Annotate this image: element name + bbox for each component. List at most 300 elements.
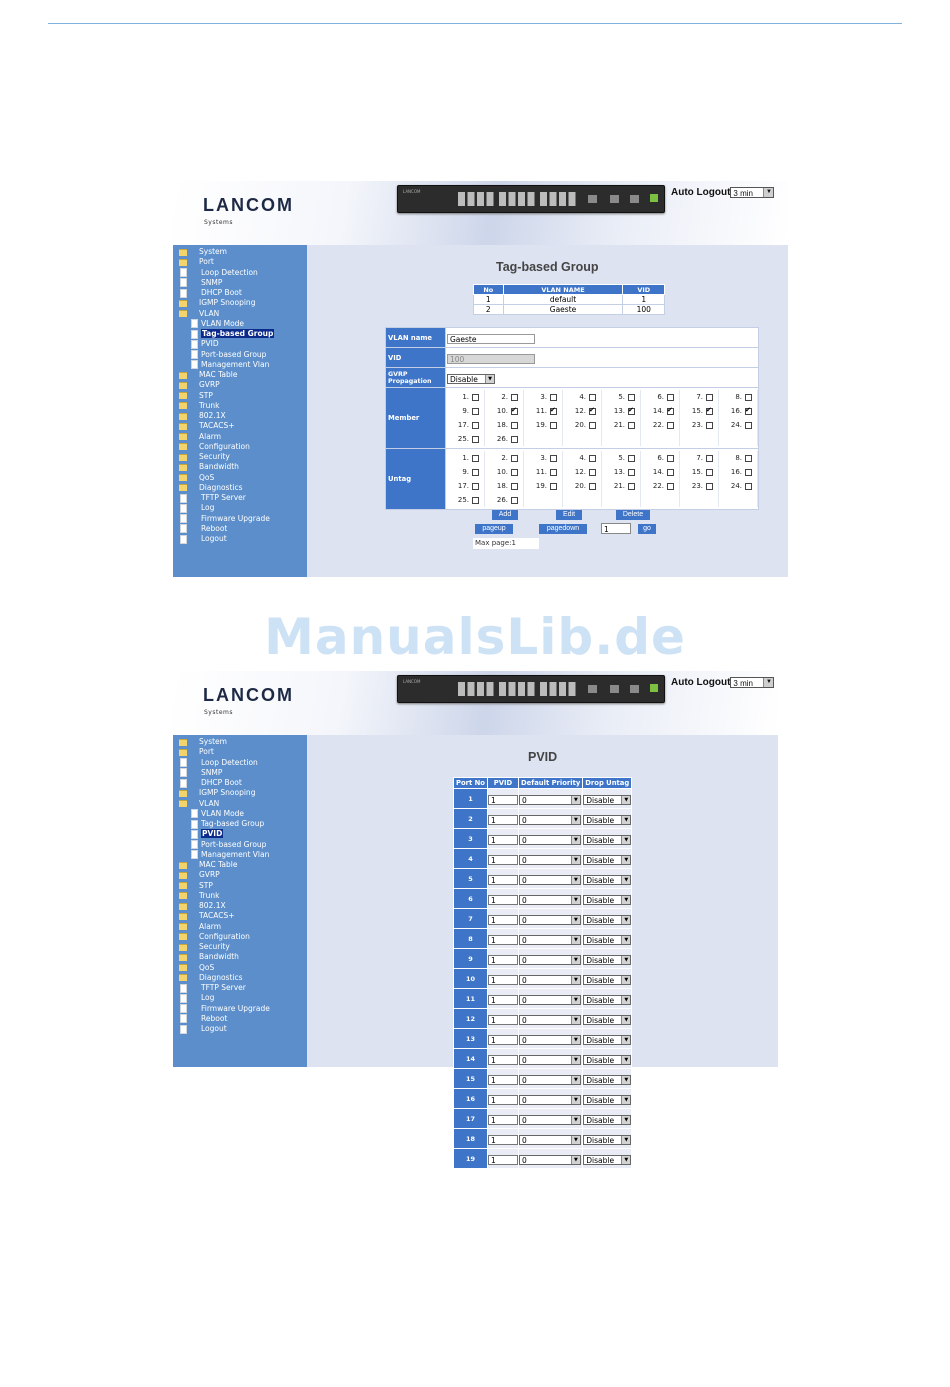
sidebar-item-alarm[interactable] <box>179 432 274 442</box>
port-bank-icon <box>499 682 537 696</box>
sidebar-item-tacacs[interactable] <box>179 911 270 921</box>
vlan-table-header: No <box>474 285 504 295</box>
drop-untag-select[interactable] <box>583 1135 631 1145</box>
sidebar-item-port[interactable] <box>179 747 270 757</box>
folder-icon <box>179 892 187 899</box>
page-icon <box>191 830 198 839</box>
drop-untag-cell <box>583 869 632 889</box>
sidebar <box>173 245 307 577</box>
drop-untag-select[interactable] <box>583 1095 631 1105</box>
table-cell: 1 <box>623 295 665 305</box>
untag-checkbox[interactable] <box>706 483 713 490</box>
sidebar-item-vlan-mode[interactable] <box>179 319 274 329</box>
sidebar-item-snmp[interactable] <box>179 768 270 778</box>
drop-untag-select[interactable] <box>583 935 631 945</box>
chevron-down-icon: ▼ <box>571 996 580 1004</box>
sidebar-item-security[interactable] <box>179 452 274 462</box>
default-priority-select[interactable] <box>519 995 581 1005</box>
table-row[interactable] <box>474 305 665 315</box>
pvid-table-header: Port No <box>454 778 488 789</box>
pvid-cell <box>487 869 518 889</box>
port-cell <box>563 493 602 507</box>
drop-untag-select[interactable] <box>583 855 631 865</box>
member-checkbox[interactable] <box>472 436 479 443</box>
table-row[interactable] <box>454 949 632 969</box>
pvid-input[interactable]: 1 <box>488 895 518 905</box>
default-priority-select[interactable] <box>519 915 581 925</box>
table-row[interactable] <box>454 849 632 869</box>
drop-untag-select[interactable] <box>583 875 631 885</box>
table-row[interactable] <box>454 869 632 889</box>
untag-checkbox[interactable] <box>550 483 557 490</box>
member-checkbox[interactable] <box>628 408 635 415</box>
sidebar-item-system[interactable] <box>179 247 274 257</box>
member-checkbox[interactable] <box>511 408 518 415</box>
vid-input[interactable]: 100 <box>447 354 535 364</box>
drop-untag-select[interactable] <box>583 795 631 805</box>
table-row[interactable] <box>454 1009 632 1029</box>
drop-untag-select[interactable] <box>583 995 631 1005</box>
port-number: 6 <box>454 889 488 909</box>
default-priority-value: 0 <box>521 915 527 925</box>
header-banner <box>173 671 778 735</box>
sidebar-item-igmp-snooping[interactable] <box>179 788 270 798</box>
page-icon <box>180 535 187 544</box>
port-cell <box>485 493 524 507</box>
pvid-input[interactable]: 1 <box>488 875 518 885</box>
table-row[interactable] <box>454 929 632 949</box>
sidebar-item-alarm[interactable] <box>179 922 270 932</box>
untag-checkbox[interactable] <box>745 469 752 476</box>
drop-untag-select[interactable] <box>583 1075 631 1085</box>
table-row[interactable] <box>454 989 632 1009</box>
table-row[interactable] <box>454 789 632 809</box>
gvrp-propagation-value: Disable <box>450 374 478 384</box>
drop-untag-cell <box>583 789 632 809</box>
port-number-label: 21. <box>613 421 625 429</box>
member-checkbox[interactable] <box>589 422 596 429</box>
table-cell: 1 <box>474 295 504 305</box>
sidebar-item-bandwidth[interactable] <box>179 952 270 962</box>
untag-checkbox[interactable] <box>628 455 635 462</box>
drop-untag-select[interactable] <box>583 835 631 845</box>
member-checkbox[interactable] <box>472 422 479 429</box>
port-number: 10 <box>454 969 488 989</box>
sidebar-item-mac-table[interactable] <box>179 860 270 870</box>
sidebar-item-pvid[interactable] <box>179 829 270 839</box>
vlan-name-input[interactable]: Gaeste <box>447 334 535 344</box>
drop-untag-select[interactable] <box>583 1115 631 1125</box>
sidebar-item-port[interactable] <box>179 257 274 267</box>
member-checkbox[interactable] <box>589 408 596 415</box>
auto-logout-label: Auto Logout <box>671 677 731 689</box>
default-priority-select[interactable] <box>519 875 581 885</box>
member-checkbox[interactable] <box>706 422 713 429</box>
sidebar-item-trunk[interactable] <box>179 891 270 901</box>
port-cell <box>641 404 680 418</box>
lancom-logo: LANCOM <box>203 195 294 215</box>
drop-untag-select[interactable] <box>583 1155 631 1165</box>
port-cell <box>719 418 758 432</box>
sidebar-item-diagnostics[interactable] <box>179 483 274 493</box>
go-button[interactable]: go <box>638 524 656 534</box>
pvid-table-header: Drop Untag <box>583 778 632 789</box>
port-cell <box>680 451 719 465</box>
drop-untag-value: Disable <box>586 1055 615 1065</box>
untag-checkbox[interactable] <box>472 469 479 476</box>
chevron-down-icon: ▼ <box>621 816 630 824</box>
untag-checkbox[interactable] <box>511 455 518 462</box>
sidebar-item-tag-based-group[interactable] <box>179 329 274 339</box>
default-priority-select[interactable] <box>519 1115 581 1125</box>
sidebar-item-bandwidth[interactable] <box>179 462 274 472</box>
port-number-label: 10. <box>496 468 508 476</box>
chevron-down-icon: ▼ <box>571 916 580 924</box>
table-row[interactable] <box>454 1149 632 1169</box>
member-checkbox[interactable] <box>745 408 752 415</box>
sidebar-item-management-vlan[interactable] <box>179 360 274 370</box>
sidebar-item-gvrp[interactable] <box>179 870 270 880</box>
drop-untag-select[interactable] <box>583 1035 631 1045</box>
sidebar-item-mac-table[interactable] <box>179 370 274 380</box>
pvid-input[interactable]: 1 <box>488 935 518 945</box>
member-checkbox[interactable] <box>511 436 518 443</box>
drop-untag-cell <box>583 1029 632 1049</box>
sidebar-item-label: Management Vlan <box>201 849 270 859</box>
port-cell <box>485 432 524 446</box>
default-priority-select[interactable] <box>519 835 581 845</box>
pvid-input[interactable]: 1 <box>488 1155 518 1165</box>
default-priority-select[interactable] <box>519 1075 581 1085</box>
sidebar-item-label: Log <box>201 503 215 513</box>
member-checkbox[interactable] <box>706 408 713 415</box>
pvid-input[interactable]: 1 <box>488 955 518 965</box>
member-checkbox[interactable] <box>667 408 674 415</box>
pvid-input[interactable]: 1 <box>488 1115 518 1125</box>
pvid-input[interactable]: 1 <box>488 1095 518 1105</box>
sidebar-item-security[interactable] <box>179 942 270 952</box>
port-number-label: 22. <box>652 482 664 490</box>
sidebar-item-diagnostics[interactable] <box>179 973 270 983</box>
sidebar-item-loop-detection[interactable] <box>179 268 274 278</box>
sidebar-item-port-based-group[interactable] <box>179 350 274 360</box>
sidebar-item-reboot[interactable] <box>179 1014 270 1024</box>
add-button[interactable]: Add <box>492 510 518 520</box>
sidebar-item-label: Configuration <box>199 931 250 941</box>
port-number-label: 26. <box>496 496 508 504</box>
sidebar-item-dhcp-boot[interactable] <box>179 288 274 298</box>
member-checkbox[interactable] <box>511 422 518 429</box>
sidebar-item-snmp[interactable] <box>179 278 274 288</box>
drop-untag-select[interactable] <box>583 955 631 965</box>
port-number-label: 10. <box>496 407 508 415</box>
table-row[interactable] <box>474 295 665 305</box>
pvid-input[interactable]: 1 <box>488 915 518 925</box>
port-cell <box>446 404 485 418</box>
untag-checkbox[interactable] <box>745 483 752 490</box>
table-row[interactable] <box>454 1049 632 1069</box>
sidebar-item-gvrp[interactable] <box>179 380 274 390</box>
sidebar-item-tftp-server[interactable] <box>179 983 270 993</box>
chevron-down-icon: ▼ <box>621 876 630 884</box>
sidebar-item-reboot[interactable] <box>179 524 274 534</box>
member-checkbox[interactable] <box>550 408 557 415</box>
drop-untag-select[interactable] <box>583 1055 631 1065</box>
default-priority-select[interactable] <box>519 1035 581 1045</box>
drop-untag-value: Disable <box>586 1015 615 1025</box>
vlan-name-label: VLAN name <box>386 328 446 348</box>
sidebar-item-label: IGMP Snooping <box>199 788 256 798</box>
folder-icon <box>179 392 187 399</box>
pvid-input[interactable]: 1 <box>488 855 518 865</box>
chevron-down-icon: ▼ <box>621 796 630 804</box>
pvid-cell <box>487 949 518 969</box>
table-row[interactable] <box>454 1029 632 1049</box>
sidebar-item-label: TFTP Server <box>201 983 246 992</box>
untag-checkbox[interactable] <box>472 483 479 490</box>
page-number-input[interactable]: 1 <box>601 523 631 534</box>
edit-button[interactable]: Edit <box>556 510 582 520</box>
untag-checkbox[interactable] <box>550 455 557 462</box>
pvid-input[interactable]: 1 <box>488 1135 518 1145</box>
member-checkbox[interactable] <box>511 394 518 401</box>
sidebar-item-pvid[interactable] <box>179 339 274 349</box>
sidebar-item-802-1x[interactable] <box>179 901 270 911</box>
drop-untag-cell <box>583 829 632 849</box>
sidebar-item-label: TACACS+ <box>199 911 235 921</box>
default-priority-select[interactable] <box>519 935 581 945</box>
pvid-input[interactable]: 1 <box>488 1035 518 1045</box>
untag-checkbox[interactable] <box>511 469 518 476</box>
pagedown-button[interactable]: pagedown <box>539 524 587 534</box>
port-cell <box>602 404 641 418</box>
untag-port-grid <box>446 451 758 507</box>
delete-button[interactable]: Delete <box>616 510 650 520</box>
port-number: 13 <box>454 1029 488 1049</box>
member-checkbox[interactable] <box>628 422 635 429</box>
sidebar-item-dhcp-boot[interactable] <box>179 778 270 788</box>
sidebar-item-label: Security <box>199 942 230 951</box>
sidebar-item-label: STP <box>199 390 213 400</box>
sidebar-item-label: Firmware Upgrade <box>201 513 270 523</box>
sidebar-item-tacacs[interactable] <box>179 421 274 431</box>
chevron-down-icon: ▼ <box>571 896 580 904</box>
drop-untag-select[interactable] <box>583 1015 631 1025</box>
untag-checkbox[interactable] <box>706 469 713 476</box>
sidebar-item-vlan[interactable] <box>179 309 274 319</box>
untag-checkbox[interactable] <box>511 497 518 504</box>
untag-checkbox[interactable] <box>628 469 635 476</box>
chevron-down-icon: ▼ <box>621 896 630 904</box>
untag-checkbox[interactable] <box>628 483 635 490</box>
table-row[interactable] <box>454 1109 632 1129</box>
default-priority-select[interactable] <box>519 855 581 865</box>
pvid-input[interactable]: 1 <box>488 1015 518 1025</box>
auto-logout-select[interactable] <box>730 677 774 688</box>
drop-untag-select[interactable] <box>583 915 631 925</box>
vlan-table-header: VID <box>623 285 665 295</box>
table-row[interactable] <box>454 1069 632 1089</box>
port-cell <box>485 479 524 493</box>
sidebar-item-loop-detection[interactable] <box>179 758 270 768</box>
default-priority-select[interactable] <box>519 1135 581 1145</box>
port-number-label: 2. <box>501 454 508 462</box>
pvid-input[interactable]: 1 <box>488 795 518 805</box>
default-priority-select[interactable] <box>519 795 581 805</box>
table-row[interactable] <box>454 909 632 929</box>
priority-cell <box>518 809 582 829</box>
sidebar-item-stp[interactable] <box>179 881 270 891</box>
sidebar-item-igmp-snooping[interactable] <box>179 298 274 308</box>
sidebar-item-management-vlan[interactable] <box>179 850 270 860</box>
table-row[interactable] <box>454 1089 632 1109</box>
member-checkbox[interactable] <box>472 408 479 415</box>
sidebar-item-label: VLAN <box>199 308 220 318</box>
default-priority-select[interactable] <box>519 1095 581 1105</box>
member-checkbox[interactable] <box>706 394 713 401</box>
default-priority-value: 0 <box>521 1135 527 1145</box>
untag-checkbox[interactable] <box>667 483 674 490</box>
folder-icon <box>179 882 187 889</box>
default-priority-select[interactable] <box>519 975 581 985</box>
folder-icon <box>179 923 187 930</box>
pvid-cell <box>487 909 518 929</box>
sidebar-item-logout[interactable] <box>179 1024 270 1034</box>
default-priority-select[interactable] <box>519 1015 581 1025</box>
sidebar-item-label: Trunk <box>199 400 220 410</box>
table-row[interactable] <box>454 969 632 989</box>
drop-untag-value: Disable <box>586 895 615 905</box>
sidebar-item-firmware-upgrade[interactable] <box>179 514 274 524</box>
drop-untag-select[interactable] <box>583 895 631 905</box>
sidebar-item-label: SNMP <box>201 767 223 777</box>
member-checkbox[interactable] <box>472 394 479 401</box>
member-checkbox[interactable] <box>745 422 752 429</box>
untag-checkbox[interactable] <box>667 455 674 462</box>
priority-cell <box>518 1069 582 1089</box>
untag-checkbox[interactable] <box>589 455 596 462</box>
port-cell <box>602 432 641 446</box>
sidebar-item-trunk[interactable] <box>179 401 274 411</box>
sidebar-item-configuration[interactable] <box>179 442 274 452</box>
sidebar-item-qos[interactable] <box>179 963 270 973</box>
drop-untag-select[interactable] <box>583 975 631 985</box>
sidebar-item-log[interactable] <box>179 503 274 513</box>
pvid-table-header: PVID <box>487 778 518 789</box>
drop-untag-select[interactable] <box>583 815 631 825</box>
table-row[interactable] <box>454 889 632 909</box>
untag-checkbox[interactable] <box>589 483 596 490</box>
untag-checkbox[interactable] <box>550 469 557 476</box>
pvid-input[interactable]: 1 <box>488 975 518 985</box>
untag-checkbox[interactable] <box>745 455 752 462</box>
port-number-label: 25. <box>457 435 469 443</box>
gvrp-propagation-select[interactable] <box>447 374 495 384</box>
sidebar-item-label: DHCP Boot <box>201 288 242 297</box>
priority-cell <box>518 949 582 969</box>
sidebar-item-802-1x[interactable] <box>179 411 274 421</box>
sidebar-item-vlan-mode[interactable] <box>179 809 270 819</box>
member-checkbox[interactable] <box>550 422 557 429</box>
port-cell <box>641 493 680 507</box>
sidebar-item-tftp-server[interactable] <box>179 493 274 503</box>
sidebar-item-firmware-upgrade[interactable] <box>179 1004 270 1014</box>
untag-checkbox[interactable] <box>589 469 596 476</box>
port-number-label: 19. <box>535 482 547 490</box>
member-checkbox[interactable] <box>745 394 752 401</box>
sidebar-item-port-based-group[interactable] <box>179 840 270 850</box>
pvid-cell <box>487 1109 518 1129</box>
sidebar-item-label: TFTP Server <box>201 493 246 502</box>
page-icon <box>180 984 187 993</box>
member-checkbox[interactable] <box>667 394 674 401</box>
pvid-input[interactable]: 1 <box>488 815 518 825</box>
member-checkbox[interactable] <box>667 422 674 429</box>
sidebar-item-qos[interactable] <box>179 473 274 483</box>
untag-checkbox[interactable] <box>472 455 479 462</box>
watermark: ManualsLib.de <box>264 608 686 666</box>
table-row[interactable] <box>454 809 632 829</box>
sidebar-item-log[interactable] <box>179 993 270 1003</box>
member-label: Member <box>386 388 446 449</box>
default-priority-select[interactable] <box>519 1155 581 1165</box>
sidebar-item-system[interactable] <box>179 737 270 747</box>
sidebar-item-configuration[interactable] <box>179 932 270 942</box>
pvid-input[interactable]: 1 <box>488 995 518 1005</box>
auto-logout-select[interactable] <box>730 187 774 198</box>
port-number-label: 16. <box>730 468 742 476</box>
port-cell <box>563 451 602 465</box>
sidebar-item-logout[interactable] <box>179 534 274 544</box>
sidebar-item-vlan[interactable] <box>179 799 270 809</box>
port-cell <box>602 451 641 465</box>
pvid-cell <box>487 849 518 869</box>
member-checkbox[interactable] <box>628 394 635 401</box>
drop-untag-cell <box>583 969 632 989</box>
pvid-input[interactable]: 1 <box>488 1075 518 1085</box>
sidebar-item-tag-based-group[interactable] <box>179 819 270 829</box>
chevron-down-icon: ▼ <box>621 996 630 1004</box>
default-priority-select[interactable] <box>519 955 581 965</box>
default-priority-select[interactable] <box>519 815 581 825</box>
gvrp-propagation-label: GVRP Propagation <box>386 368 446 388</box>
pvid-cell <box>487 889 518 909</box>
table-row[interactable] <box>454 1129 632 1149</box>
untag-checkbox[interactable] <box>667 469 674 476</box>
default-priority-select[interactable] <box>519 895 581 905</box>
port-number: 14 <box>454 1049 488 1069</box>
drop-untag-value: Disable <box>586 935 615 945</box>
untag-checkbox[interactable] <box>472 497 479 504</box>
untag-checkbox[interactable] <box>706 455 713 462</box>
port-number-label: 3. <box>540 393 547 401</box>
chevron-down-icon: ▼ <box>571 1036 580 1044</box>
member-checkbox[interactable] <box>550 394 557 401</box>
sidebar-item-stp[interactable] <box>179 391 274 401</box>
pvid-input[interactable]: 1 <box>488 1055 518 1065</box>
page-icon <box>191 360 198 369</box>
untag-checkbox[interactable] <box>511 483 518 490</box>
default-priority-select[interactable] <box>519 1055 581 1065</box>
port-cell <box>719 493 758 507</box>
pageup-button[interactable]: pageup <box>475 524 513 534</box>
port-number-label: 14. <box>652 407 664 415</box>
chevron-down-icon: ▼ <box>621 1036 630 1044</box>
table-row[interactable] <box>454 829 632 849</box>
folder-icon <box>179 484 187 491</box>
member-checkbox[interactable] <box>589 394 596 401</box>
pvid-input[interactable]: 1 <box>488 835 518 845</box>
